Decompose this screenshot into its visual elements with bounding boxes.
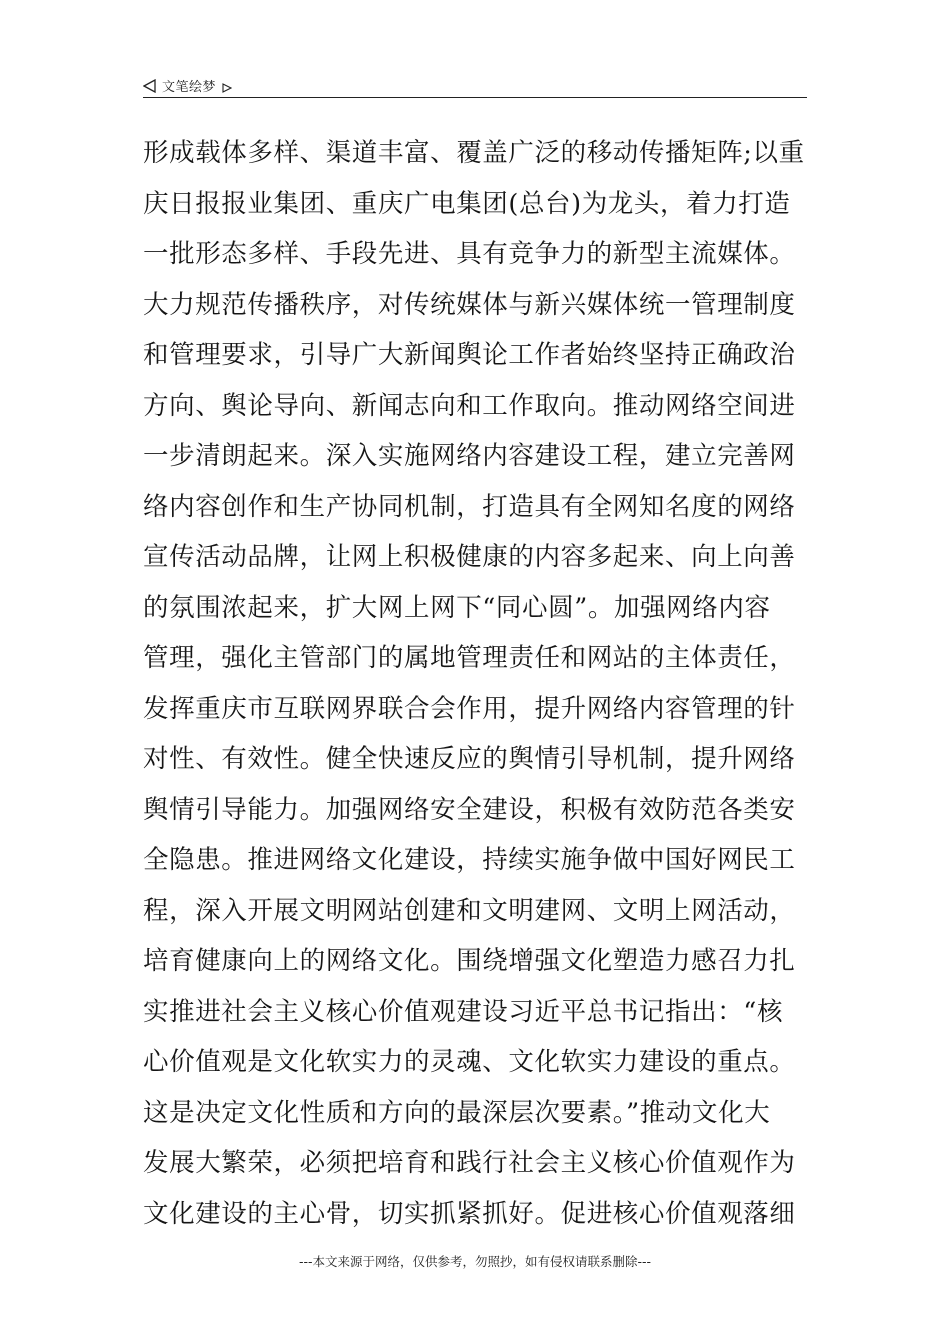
- triangle-right-outline-icon: [222, 78, 232, 88]
- text-line: 这是决定文化性质和方向的最深层次要素。”推动文化大: [143, 1097, 771, 1128]
- text-line: 实推进社会主义核心价值观建设习近平总书记指出：“核: [143, 996, 784, 1027]
- text-line: 一步清朗起来。深入实施网络内容建设工程，建立完善网: [143, 441, 796, 471]
- text-line: 络内容创作和生产协同机制，打造具有全网知名度的网络: [143, 491, 796, 522]
- text-line: 宣传活动品牌，让网上积极健康的内容多起来、向上向善: [143, 542, 796, 572]
- text-line: 文化建设的主心骨，切实抓紧抓好。促进核心价值观落细: [143, 1198, 796, 1229]
- header-brand: 文笔绘梦: [162, 79, 217, 95]
- text-line: 程，深入开展文明网站创建和文明建网、文明上网活动，: [143, 895, 796, 926]
- text-line: 全隐患。推进网络文化建设，持续实施争做中国好网民工: [143, 845, 796, 875]
- page-footer: ---本文来源于网络，仅供参考，勿照抄，如有侵权请联系删除---: [298, 1254, 652, 1269]
- text-line: 一批形态多样、手段先进、具有竞争力的新型主流媒体。: [143, 239, 796, 269]
- text-line: 发挥重庆市互联网界联合会作用，提升网络内容管理的针: [143, 693, 796, 724]
- text-line: 心价值观是文化软实力的灵魂、文化软实力建设的重点。: [143, 1047, 796, 1077]
- text-line: 发展大繁荣，必须把培育和践行社会主义核心价值观作为: [143, 1148, 796, 1178]
- triangle-left-outline-icon: [143, 78, 157, 92]
- text-line: 对性、有效性。健全快速反应的舆情引导机制，提升网络: [143, 744, 796, 774]
- text-line: 培育健康向上的网络文化。围绕增强文化塑造力感召力扎: [143, 946, 796, 976]
- body-text: [143, 130, 811, 1241]
- text-line: 大力规范传播秩序，对传统媒体与新兴媒体统一管理制度: [143, 289, 796, 320]
- text-line: 的氛围浓起来，扩大网上网下“同心圆”。加强网络内容: [143, 592, 771, 623]
- text-line: 管理，强化主管部门的属地管理责任和网站的主体责任，: [143, 643, 796, 673]
- page-header: [143, 74, 807, 98]
- text-line: 和管理要求，引导广大新闻舆论工作者始终坚持正确政治: [143, 340, 796, 370]
- text-line: 方向、舆论导向、新闻志向和工作取向。推动网络空间进: [143, 390, 796, 421]
- text-line: 舆情引导能力。加强网络安全建设，积极有效防范各类安: [143, 794, 796, 825]
- text-line: 形成载体多样、渠道丰富、覆盖广泛的移动传播矩阵;以重: [143, 138, 805, 168]
- header-content: [143, 74, 807, 96]
- text-line: 庆日报报业集团、重庆广电集团(总台)为龙头，着力打造: [143, 188, 791, 219]
